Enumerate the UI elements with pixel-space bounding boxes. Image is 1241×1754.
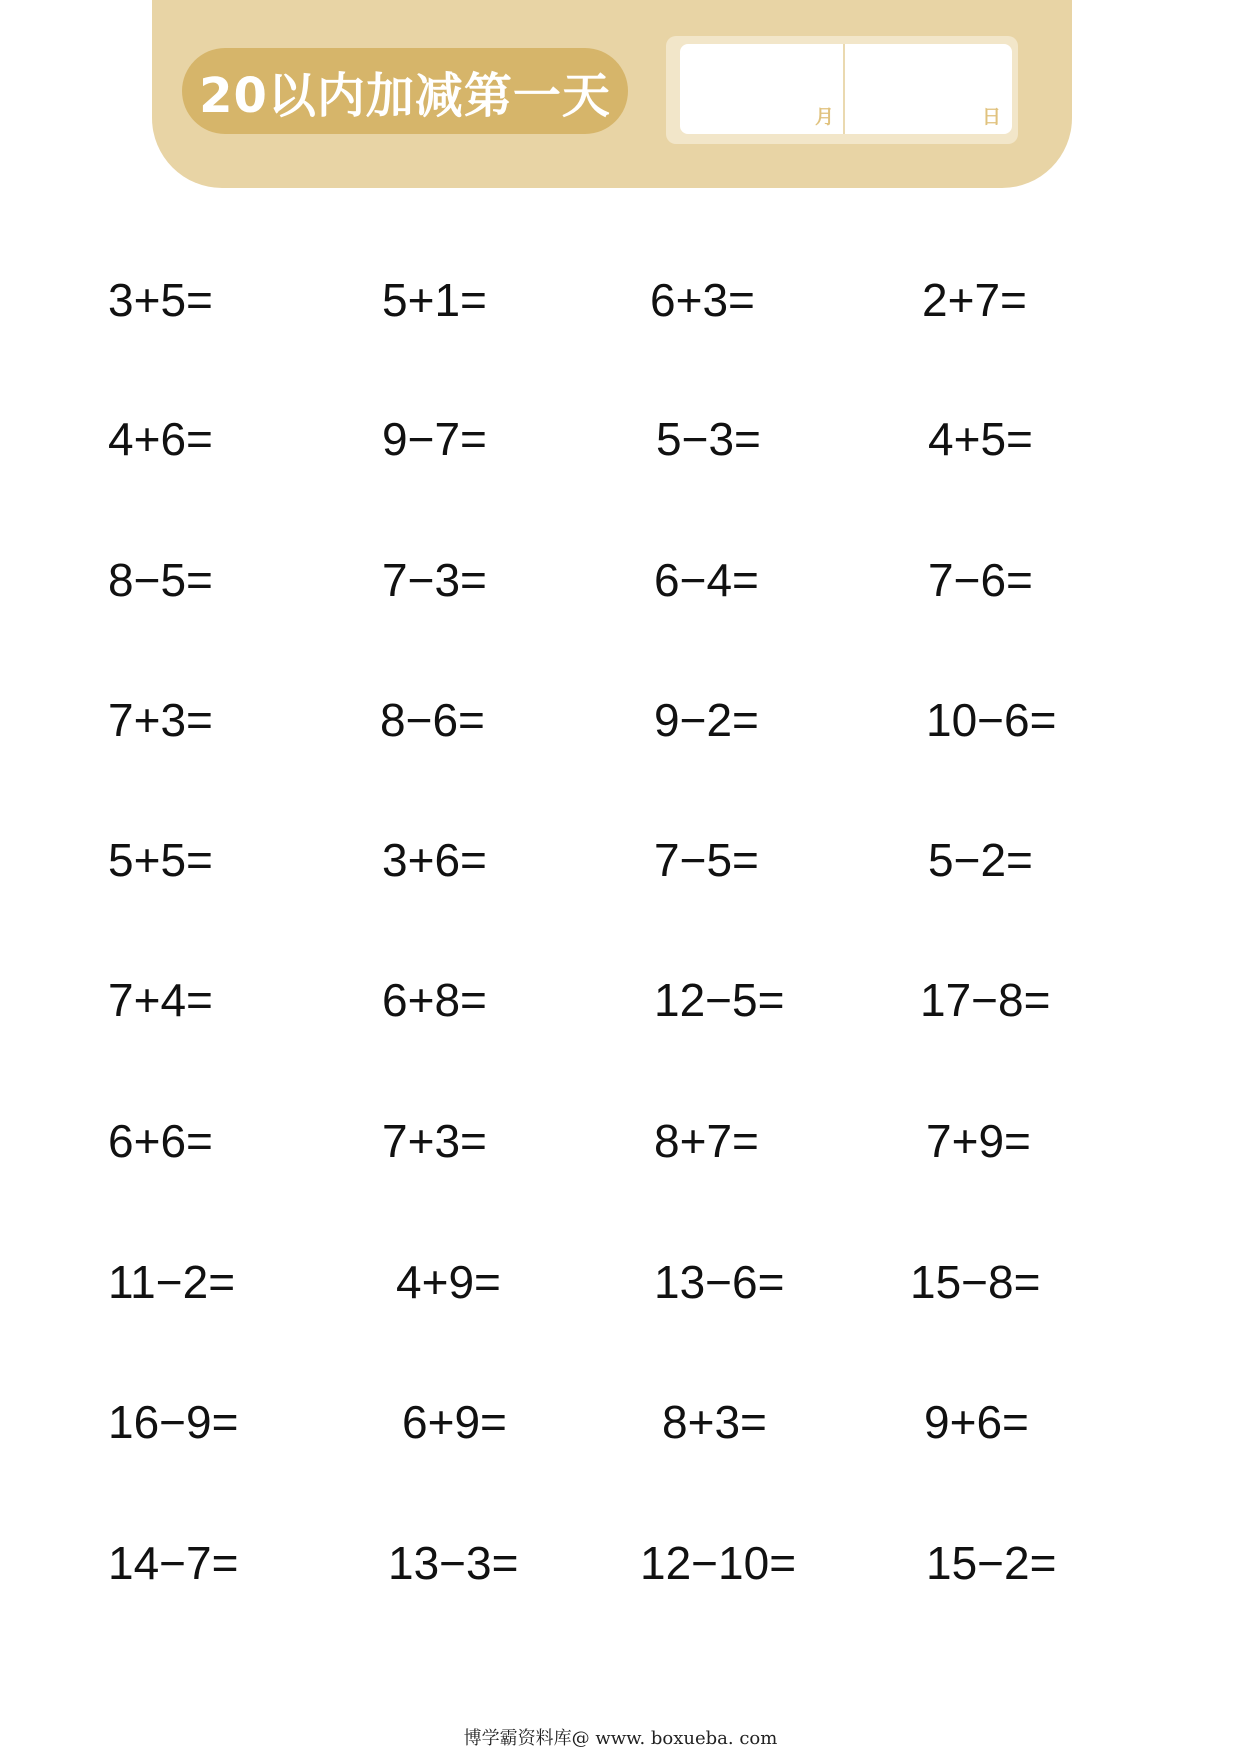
day-label: 日 <box>982 106 1002 128</box>
problem-item: 11−2= <box>108 1256 236 1308</box>
problem-item: 5−3= <box>656 413 761 465</box>
problem-item: 13−6= <box>654 1256 785 1308</box>
problem-item: 3+5= <box>108 274 213 326</box>
problem-item: 13−3= <box>388 1537 519 1589</box>
problem-item: 7−6= <box>928 554 1033 606</box>
title-pill <box>182 48 628 134</box>
problem-item: 7+3= <box>108 694 213 746</box>
problem-item: 5+5= <box>108 834 213 886</box>
problem-item: 4+5= <box>928 413 1033 465</box>
problem-item: 5−2= <box>928 834 1033 886</box>
problem-item: 6+9= <box>402 1396 507 1448</box>
problem-item: 5+1= <box>382 274 487 326</box>
problem-item: 7−3= <box>382 554 487 606</box>
problem-item: 9+6= <box>924 1396 1029 1448</box>
problem-item: 15−2= <box>926 1537 1057 1589</box>
problem-item: 7+4= <box>108 974 213 1026</box>
month-label: 月 <box>815 106 835 128</box>
problem-item: 6+3= <box>650 274 755 326</box>
problem-item: 3+6= <box>382 834 487 886</box>
problem-item: 8−5= <box>108 554 213 606</box>
problem-item: 8+3= <box>662 1396 767 1448</box>
problem-item: 17−8= <box>920 974 1051 1026</box>
problem-item: 7+9= <box>926 1115 1031 1167</box>
problem-item: 14−7= <box>108 1537 239 1589</box>
problem-item: 10−6= <box>926 694 1057 746</box>
problem-item: 7−5= <box>654 834 759 886</box>
problem-item: 4+9= <box>396 1256 501 1308</box>
problem-item: 8+7= <box>654 1115 759 1167</box>
problem-item: 7+3= <box>382 1115 487 1167</box>
problem-item: 6+8= <box>382 974 487 1026</box>
worksheet-title: 20以内加减第一天 <box>199 67 611 124</box>
problem-item: 6+6= <box>108 1115 213 1167</box>
problem-item: 12−10= <box>640 1537 797 1589</box>
footer-watermark: 博学霸资料库@ www. boxueba. com <box>463 1728 778 1749</box>
problem-item: 12−5= <box>654 974 785 1026</box>
problem-item: 4+6= <box>108 413 213 465</box>
problem-item: 9−7= <box>382 413 487 465</box>
problem-item: 6−4= <box>654 554 759 606</box>
problem-item: 9−2= <box>654 694 759 746</box>
problem-item: 16−9= <box>108 1396 239 1448</box>
problem-item: 2+7= <box>922 274 1027 326</box>
date-divider <box>843 44 845 134</box>
date-field[interactable] <box>680 44 1012 134</box>
problem-item: 8−6= <box>380 694 485 746</box>
problem-item: 15−8= <box>910 1256 1041 1308</box>
